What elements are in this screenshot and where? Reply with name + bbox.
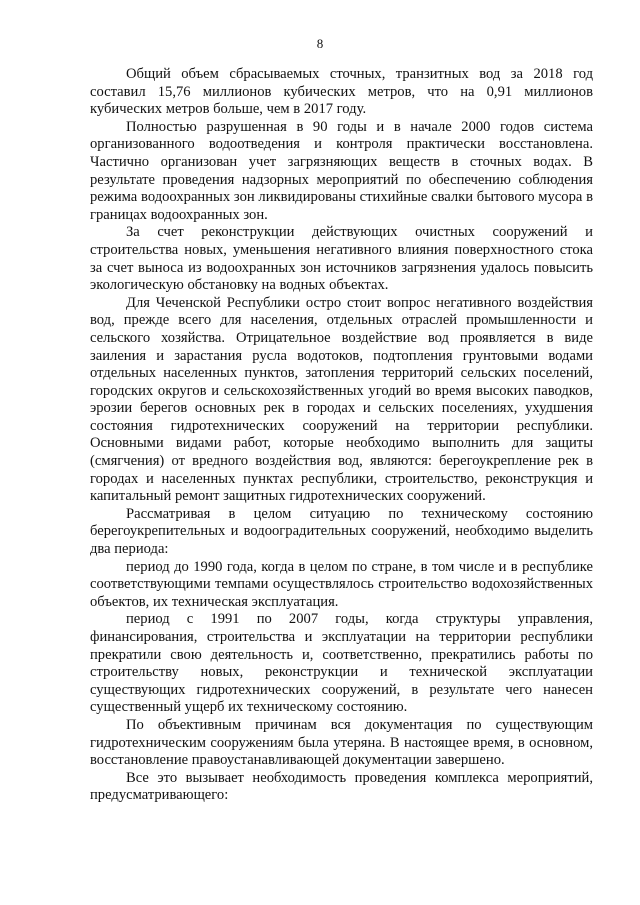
paragraph: За счет реконструкции действующих очистных сооружений и строительства новых, уменьшения негативного влияния поверхностного стока за счет выноса из водоохранных зон источников загрязнения удалось повысить экологическую обстановку на водных объектах. xyxy=(90,224,593,294)
paragraph: Общий объем сбрасываемых сточных, транзитных вод за 2018 год составил 15,76 миллионов кубических метров, что на 0,91 миллионов кубических метров больше, чем в 2017 году. xyxy=(90,66,593,118)
paragraph: Для Чеченской Республики остро стоит вопрос негативного воздействия вод, прежде всего для населения, отдельных отраслей промышленности и сельского хозяйства. Отрицательное воздействие вод проявляется в виде заиления и зарастания русла водотоков, подтопления грунтовыми водами отдельных населенных пунктов, затопления территорий сельских поселений, городских округов и сельскохозяйственных угодий во время высоких паводков, эрозии берегов основных рек в городах и сельских поселениях, ухудшения состояния гидротехнических сооружений на территории республики. Основными видами работ, которые необходимо выполнить для защиты (смягчения) от вредного воздействия вод, являются: берегоукрепление рек в городах и населенных пунктах республики, строительство, реконструкция и капитальный ремонт защитных гидротехнических сооружений. xyxy=(90,294,593,505)
paragraph: период до 1990 года, когда в целом по стране, в том числе и в республике соответствующими темпами осуществлялось строительство водохозяйственных объектов, их техническая эксплуатация. xyxy=(90,558,593,610)
paragraph: Рассматривая в целом ситуацию по техническому состоянию берегоукрепительных и водооградительных сооружений, необходимо выделить два периода: xyxy=(90,505,593,558)
paragraph: Полностью разрушенная в 90 годы и в начале 2000 годов система организованного водоотведения и контроля практически восстановлена. Частично организован учет загрязняющих веществ в сточных водах. В результате проведения надзорных мероприятий по обеспечению соблюдения режима водоохранных зон ликвидированы стихийные свалки бытового мусора в границах водоохранных зон. xyxy=(90,118,593,223)
page-number: 8 xyxy=(316,36,324,51)
paragraph: период с 1991 по 2007 годы, когда структуры управления, финансирования, строительства и эксплуатации на территории республики прекратили свою деятельность и, соответственно, прекратились работы по строительству новых, реконструкции и технической эксплуатации существующих гидротехнических сооружений, в результате чего нанесен существенный ущерб их техническому состоянию. xyxy=(90,611,593,716)
paragraph: По объективным причинам вся документация по существующим гидротехническим сооружениям была утеряна. В настоящее время, в основном, восстановление правоустанавливающей документации завершено. xyxy=(90,716,593,769)
document-body xyxy=(90,66,593,805)
paragraph: Все это вызывает необходимость проведения комплекса мероприятий, предусматривающего: xyxy=(90,769,593,804)
